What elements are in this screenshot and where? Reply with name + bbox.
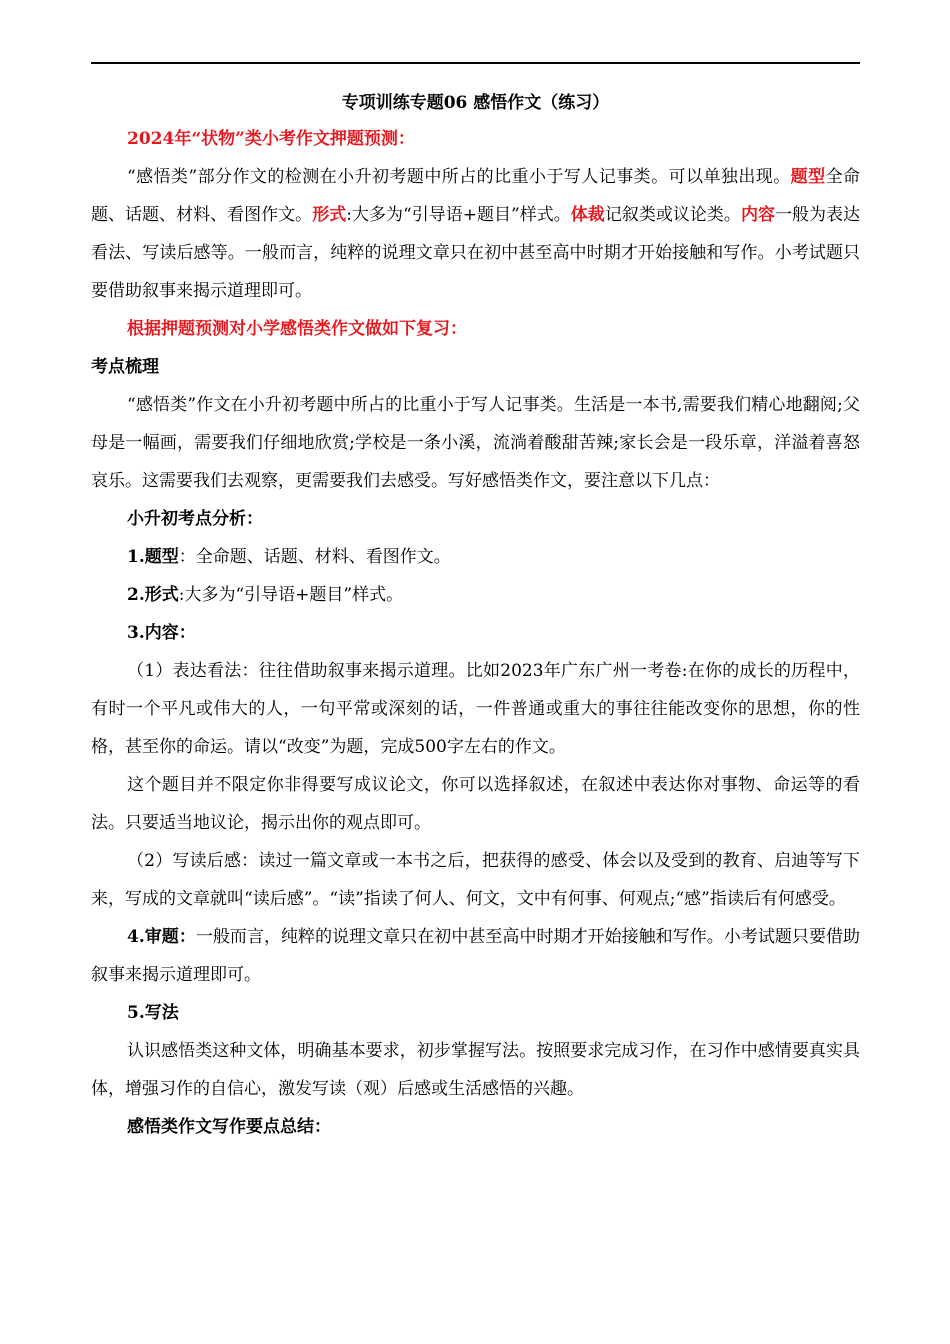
intro-paragraph <box>91 158 860 310</box>
intro-text-1: “感悟类”部分作文的检测在小升初考题中所占的比重小于写人记事类。可以单独出现。 <box>127 167 791 187</box>
point-3-sub-1-note: 这个题目并不限定你非得要写成议论文，你可以选择叙述，在叙述中表达你对事物、命运等的看法。只要适当地议论，揭示出你的观点即可。 <box>91 775 860 833</box>
point-3-sub-1: （1）表达看法：往往借助叙事来揭示道理。比如2023年广东广州一考卷:在你的成长的历程中，有时一个平凡或伟大的人，一句平常或深刻的话，一件普通或重大的事往往能改变你的思想，你的性格，甚至你的命运。请以“改变”为题，完成500字左右的作文。 <box>91 661 860 757</box>
analysis-heading: 小升初考点分析： <box>127 509 263 529</box>
section-heading: 考点梳理 <box>91 357 159 377</box>
header-rule <box>91 62 860 64</box>
label-form: 形式 <box>312 205 347 225</box>
point-2-text: :大多为“引导语+题目”样式。 <box>178 585 404 605</box>
point-5-text: 认识感悟类这种文体，明确基本要求，初步掌握写法。按照要求完成习作，在习作中感情要真实具体，增强习作的自信心，激发写读（观）后感或生活感悟的兴趣。 <box>91 1041 860 1099</box>
text-form: :大多为“引导语+题目”样式。 <box>346 205 571 225</box>
point-2 <box>91 576 860 614</box>
point-5-label: 5.写法 <box>127 1003 179 1023</box>
section-paragraph: “感悟类”作文在小升初考题中所占的比重小于写人记事类。生活是一本书,需要我们精心地翻阅;父母是一幅画，需要我们仔细地欣赏;学校是一条小溪，流淌着酸甜苦辣;家长会是一段乐章，洋溢着喜怒哀乐。这需要我们去观察，更需要我们去感受。写好感悟类作文，要注意以下几点： <box>91 395 860 491</box>
point-1 <box>91 538 860 576</box>
point-1-label: 1.题型 <box>127 547 179 567</box>
page-title: 专项训练专题06 感悟作文（练习） <box>341 93 610 113</box>
review-heading: 根据押题预测对小学感悟类作文做如下复习： <box>127 319 467 339</box>
point-4-text: 一般而言，纯粹的说理文章只在初中甚至高中时期才开始接触和写作。小考试题只要借助叙事来揭示道理即可。 <box>91 927 861 985</box>
document-body <box>91 90 860 1146</box>
point-2-label: 2.形式 <box>127 585 179 605</box>
point-4 <box>91 918 860 994</box>
point-3-sub-2: （2）写读后感：读过一篇文章或一本书之后，把获得的感受、体会以及受到的教育、启迪等写下来，写成的文章就叫“读后感”。“读”指读了何人、何文，文中有何事、何观点;“感”指读后有何感受。 <box>91 851 860 909</box>
text-topic: 全命题、话题、材料、看图作文。 <box>91 167 861 225</box>
point-4-label: 4.审题： <box>127 927 196 947</box>
label-content: 内容 <box>740 205 775 225</box>
text-genre: 记叙类或议论类。 <box>604 205 741 225</box>
point-3-label: 3.内容： <box>127 623 196 643</box>
label-topic: 题型 <box>790 167 826 187</box>
point-1-text: ：全命题、话题、材料、看图作文。 <box>178 547 451 567</box>
summary-heading: 感悟类作文写作要点总结： <box>127 1117 331 1137</box>
text-content: 一般为表达看法、写读后感等。一般而言，纯粹的说理文章只在初中甚至高中时期才开始接触和写作。小考试题只要借助叙事来揭示道理即可。 <box>91 205 861 301</box>
prediction-heading: 2024年“状物”类小考作文押题预测： <box>127 129 415 149</box>
label-genre: 体裁 <box>570 205 605 225</box>
